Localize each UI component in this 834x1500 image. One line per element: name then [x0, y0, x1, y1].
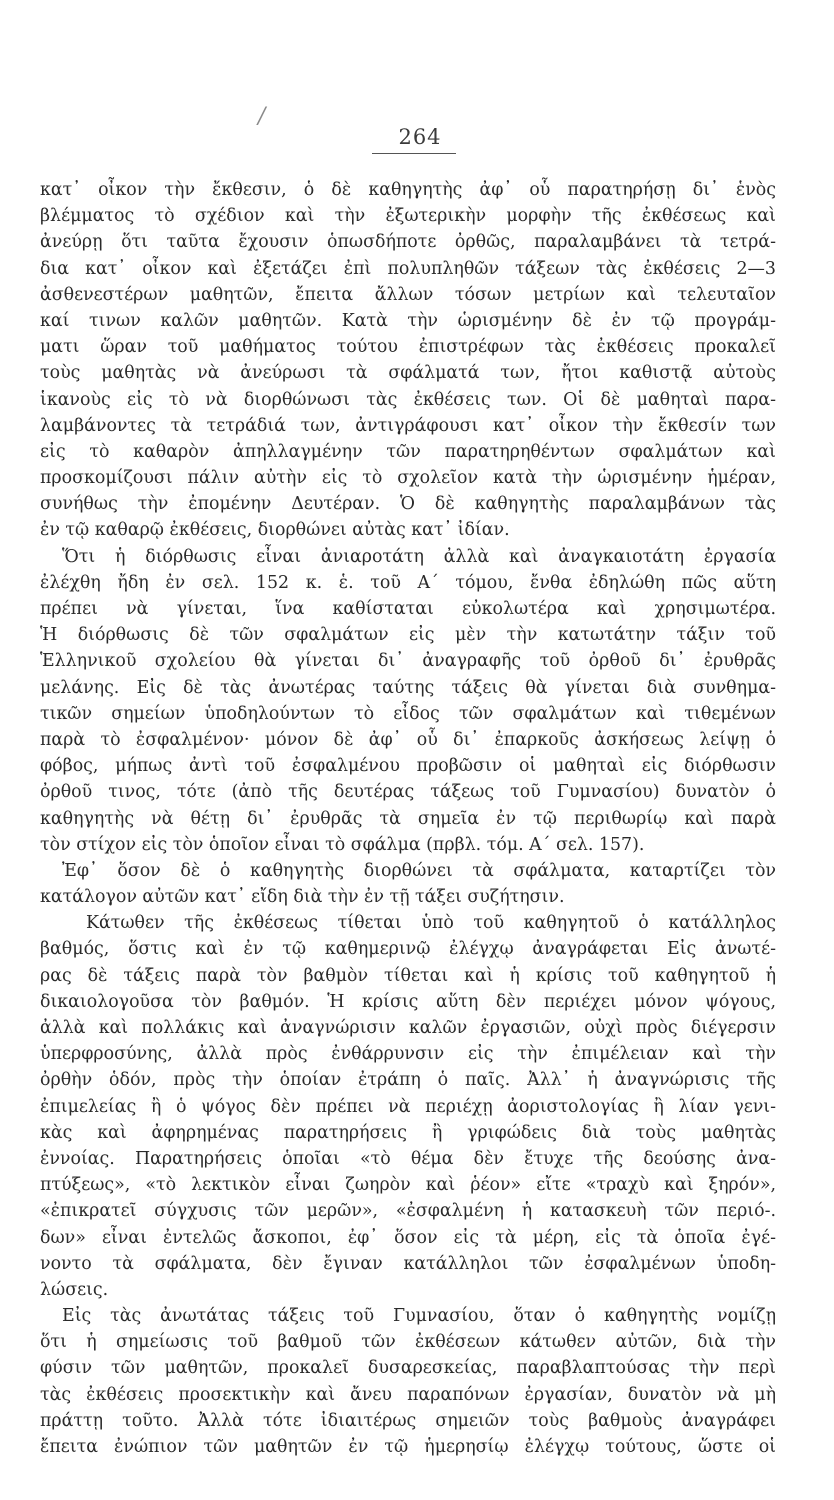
text-line: πτύξεως», «τὸ λεκτικὸν εἶναι ζωηρὸν καὶ ῥέον» εἴτε «τραχὺ καὶ ξηρόν»,: [40, 1175, 776, 1196]
text-line: δων» εἶναι ἐντελῶς ἄσκοποι, ἐφ᾽ ὅσον εἰς τὰ μέρη, εἰς τὰ ὁποῖα ἐγέ-: [40, 1227, 776, 1248]
body-text: [40, 177, 776, 1460]
text-line: Ὅτι ἡ διόρθωσις εἶναι ἀνιαροτάτη ἀλλὰ καὶ ἀναγκαιοτάτη ἐργασία: [62, 546, 776, 567]
text-line: πρέπει νὰ γίνεται, ἵνα καθίσταται εὐκολωτέρα καὶ χρησιμωτέρα.: [40, 599, 776, 619]
text-line: τικῶν σημείων ὑποδηλούντων τὸ εἶδος τῶν σφαλμάτων καὶ τιθεμένων: [40, 703, 776, 724]
text-line: παρὰ τὸ ἐσφαλμένον· μόνον δὲ ἀφ᾽ οὗ δι᾽ ἐπαρκοῦς ἀσκήσεως λείψῃ ὁ: [40, 729, 776, 750]
text-line: εἰς τὸ καθαρὸν ἀπηλλαγμένην τῶν παρατηρηθέντων σφαλμάτων καὶ: [40, 441, 776, 462]
text-line: νοντο τὰ σφάλματα, δὲν ἔγιναν κατάλληλοι τῶν ἐσφαλμένων ὑποδη-: [40, 1253, 776, 1274]
text-line: Ἑλληνικοῦ σχολείου θὰ γίνεται δι᾽ ἀναγραφῆς τοῦ ὀρθοῦ δι᾽ ἐρυθρᾶς: [40, 651, 776, 672]
text-line: ὑπερφροσύνης, ἀλλὰ πρὸς ἐνθάρρυνσιν εἰς τὴν ἐπιμέλειαν καὶ τὴν: [40, 1044, 776, 1065]
text-line: ἱκανοὺς εἰς τὸ νὰ διορθώνωσι τὰς ἐκθέσεις των. Οἱ δὲ μαθηταὶ παρα-: [40, 389, 776, 410]
text-line: καί τινων καλῶν μαθητῶν. Κατὰ τὴν ὡρισμένην δὲ ἐν τῷ προγράμ-: [40, 310, 776, 331]
text-line: φόβος, μήπως ἀντὶ τοῦ ἐσφαλμένου προβῶσιν οἱ μαθηταὶ εἰς διόρθωσιν: [40, 756, 776, 777]
text-line: ἐλέχθη ἤδη ἐν σελ. 152 κ. ἑ. τοῦ Α´ τόμου, ἔνθα ἐδηλώθη πῶς αὕτη: [40, 572, 776, 593]
text-line: ρας δὲ τάξεις παρὰ τὸν βαθμὸν τίθεται καὶ ἡ κρίσις τοῦ καθηγητοῦ ἡ: [40, 965, 776, 986]
text-line: συνήθως τὴν ἐπομένην Δευτέραν. Ὁ δὲ καθηγητὴς παραλαμβάνων τὰς: [40, 494, 776, 515]
text-line: κὰς καὶ ἀφηρημένας παρατηρήσεις ἢ γριφώδεις διὰ τοὺς μαθητὰς: [40, 1122, 776, 1143]
text-line: ἐννοίας. Παρατηρήσεις ὁποῖαι «τὸ θέμα δὲν ἔτυχε τῆς δεούσης ἀνα-: [40, 1148, 776, 1169]
text-line: βαθμός, ὅστις καὶ ἐν τῷ καθημερινῷ ἐλέγχῳ ἀναγράφεται Εἰς ἀνωτέ-: [40, 939, 776, 960]
text-line: ἀνεύρῃ ὅτι ταῦτα ἔχουσιν ὁπωσδήποτε ὀρθῶς, παραλαμβάνει τὰ τετρά-: [40, 232, 776, 253]
page-number-rule: [372, 153, 456, 154]
text-line: ἀλλὰ καὶ πολλάκις καὶ ἀναγνώρισιν καλῶν ἐργασιῶν, οὐχὶ πρὸς διέγερσιν: [40, 1018, 776, 1038]
paragraph: [40, 544, 776, 858]
text-line: δια κατ᾽ οἶκον καὶ ἐξετάζει ἐπὶ πολυπληθῶν τάξεων τὰς ἐκθέσεις 2—3: [40, 258, 776, 279]
text-line: τοὺς μαθητὰς νὰ ἀνεύρωσι τὰ σφάλματά των, ἤτοι καθιστᾷ αὐτοὺς: [40, 363, 776, 384]
paragraph: [40, 858, 776, 910]
text-line: κατάλογον αὐτῶν κατ᾽ εἴδη διὰ τὴν ἐν τῇ τάξει συζήτησιν.: [40, 887, 565, 908]
paragraph: [40, 1303, 776, 1460]
text-line: πράττῃ τοῦτο. Ἀλλὰ τότε ἰδιαιτέρως σημειῶν τοὺς βαθμοὺς ἀναγράφει: [40, 1410, 776, 1431]
text-line: ὀρθοῦ τινος, τότε (ἀπὸ τῆς δευτέρας τάξεως τοῦ Γυμνασίου) δυνατὸν ὁ: [40, 782, 776, 803]
text-line: φύσιν τῶν μαθητῶν, προκαλεῖ δυσαρεσκείας, παραβλαπτούσας τὴν περὶ: [40, 1358, 776, 1379]
text-line: ματι ὥραν τοῦ μαθήματος τούτου ἐπιστρέφων τὰς ἐκθέσεις προκαλεῖ: [40, 337, 776, 358]
text-line: Κάτωθεν τῆς ἐκθέσεως τίθεται ὑπὸ τοῦ καθηγητοῦ ὁ κατάλληλος: [86, 913, 776, 934]
paragraph: [40, 910, 776, 1303]
text-line: λώσεις.: [40, 1279, 109, 1300]
text-line: «ἐπικρατεῖ σύγχυσις τῶν μερῶν», «ἐσφαλμένη ἡ κατασκευὴ τῶν περιό-.: [40, 1201, 776, 1222]
paragraph: [40, 177, 776, 544]
stray-pencil-mark: /: [258, 104, 266, 129]
text-line: κατ᾽ οἶκον τὴν ἔκθεσιν, ὁ δὲ καθηγητὴς ἀφ᾽ οὗ παρατηρήσῃ δι᾽ ἑνὸς: [40, 180, 776, 200]
text-line: ἐπιμελείας ἢ ὁ ψόγος δὲν πρέπει νὰ περιέχῃ ἀοριστολογίας ἢ λίαν γενι-: [40, 1096, 776, 1117]
text-line: μελάνης. Εἰς δὲ τὰς ἀνωτέρας ταύτης τάξεις θὰ γίνεται διὰ συνθημα-: [40, 677, 776, 698]
text-line: λαμβάνοντες τὰ τετράδιά των, ἀντιγράφουσι κατ᾽ οἶκον τὴν ἔκθεσίν των: [40, 415, 776, 436]
page-number: 264: [398, 125, 442, 149]
text-line: ἀσθενεστέρων μαθητῶν, ἔπειτα ἄλλων τόσων μετρίων καὶ τελευταῖον: [40, 284, 776, 305]
text-line: ὅτι ἡ σημείωσις τοῦ βαθμοῦ τῶν ἐκθέσεων κάτωθεν αὐτῶν, διὰ τὴν: [40, 1332, 776, 1353]
text-line: ὀρθὴν ὁδόν, πρὸς τὴν ὁποίαν ἐτράπη ὁ παῖς. Ἀλλ᾽ ἡ ἀναγνώρισις τῆς: [40, 1070, 776, 1091]
text-line: τὰς ἐκθέσεις προσεκτικὴν καὶ ἄνευ παραπόνων ἐργασίαν, δυνατὸν νὰ μὴ: [40, 1384, 776, 1405]
text-line: βλέμματος τὸ σχέδιον καὶ τὴν ἐξωτερικὴν μορφὴν τῆς ἐκθέσεως καὶ: [40, 206, 776, 227]
text-line: τὸν στίχον εἰς τὸν ὁποῖον εἶναι τὸ σφάλμα (πρβλ. τόμ. Α´ σελ. 157).: [40, 834, 645, 855]
text-line: προσκομίζουσι πάλιν αὐτὴν εἰς τὸ σχολεῖον κατὰ τὴν ὡρισμένην ἡμέραν,: [40, 468, 776, 489]
text-line: Ἐφ᾽ ὅσον δὲ ὁ καθηγητὴς διορθώνει τὰ σφάλματα, καταρτίζει τὸν: [62, 860, 776, 881]
text-line: ἔπειτα ἐνώπιον τῶν μαθητῶν ἐν τῷ ἡμερησίῳ ἐλέγχῳ τούτους, ὥστε οἱ: [40, 1437, 776, 1457]
text-line: Εἰς τὰς ἀνωτάτας τάξεις τοῦ Γυμνασίου, ὅταν ὁ καθηγητὴς νομίζῃ: [62, 1306, 776, 1327]
text-line: Ἡ διόρθωσις δὲ τῶν σφαλμάτων εἰς μὲν τὴν κατωτάτην τάξιν τοῦ: [40, 625, 776, 646]
text-line: δικαιολογοῦσα τὸν βαθμόν. Ἡ κρίσις αὕτη δὲν περιέχει μόνον ψόγους,: [40, 991, 776, 1012]
text-line: καθηγητὴς νὰ θέτῃ δι᾽ ἐρυθρᾶς τὰ σημεῖα ἐν τῷ περιθωρίῳ καὶ παρὰ: [40, 808, 776, 829]
text-line: ἐν τῷ καθαρῷ ἐκθέσεις, διορθώνει αὐτὰς κατ᾽ ἰδίαν.: [40, 520, 510, 541]
